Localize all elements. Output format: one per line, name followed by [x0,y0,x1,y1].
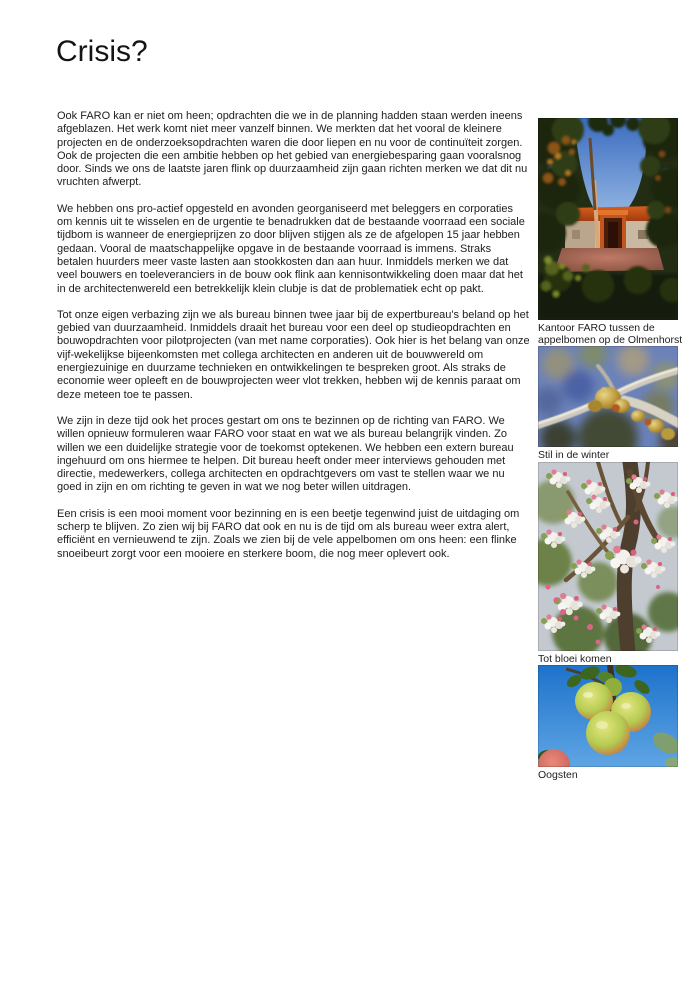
page-title: Crisis? [56,35,148,68]
apple-blossom-photo [538,462,678,651]
paragraph-5: Een crisis is een mooi moment voor bezinning en is een beetje tegenwind juist de uitdaging om scherp te blijven. Zo zien wij bij FARO dat ook en nu is de tijd om als bureau weer extra alert, efficiënt en vernieuwend te zijn. Zoals we zien bij de vele appelbomen om ons heen: een flinke snoeibeurt zorgt voor een mooiere en sterkere boom, die nog meer oplevert ook. [57,507,520,560]
figure-caption-harvest: Oogsten [538,769,578,781]
figure-caption-faro-office: Kantoor FARO tussen de appelbomen op de Olmenhorst [538,322,683,346]
paragraph-2: We hebben ons pro-actief opgesteld en avonden georganiseerd met beleggers en corporaties om kennis uit te wisselen en de urgentie te benadrukken dat de bestaande voorraad een sociale tijdbom is wanneer de energieprijzen zo door blijven stijgen als ze de afgelopen 15 jaar hebben gedaan. Vooral de maatschappelijke opgave in de bestaande voorraad is immens. Straks betalen huurders meer vaste lasten aan stookkosten dan aan huur. Inmiddels merken we dat veel bouwers en toeleveranciers in de bouw ook flink aan kennisontwikkeling doen maar dat het in de architectenwereld een betrekkelijk klein clubje is dat de problematiek echt op pakt. [57,202,525,295]
figure-caption-blossom: Tot bloei komen [538,652,612,665]
photo-sidebar [538,118,683,782]
figure-harvest [538,665,678,782]
figure-blossom [538,462,678,666]
apples-photo [538,665,678,767]
article-body [57,110,530,574]
figure-caption-winter: Stil in de winter [538,449,610,461]
figure-faro-office [538,118,683,346]
paragraph-1: Ook FARO kan er niet om heen; opdrachten die we in de planning hadden staan werden ineens afgeblazen. Het werk komt niet meer vanzelf binnen. We merkten dat het vooral de kleinere projecten en de onderzoeksopdrachten waren die door liepen en nu voor de continuïteit zorgen. Ook de projecten die een ambitie hebben op het gebied van energiebesparing gaan vooralsnog door. Sinds we ons de laatste jaren flink op duurzaamheid zijn gaan richten merken we dat dit nu vruchten afwerpt. [57,110,528,189]
frosted-branch-photo [538,346,678,447]
paragraph-4: We zijn in deze tijd ook het proces gestart om ons te bezinnen op de richting van FARO. We willen opnieuw formuleren waar FARO voor staat en wat we als bureau belangrijk vinden. Zo willen we een duidelijke strategie voor de toekomst optekenen. We hebben een extern bureau ingehuurd om ons hiermee te helpen. Dit bureau heeft onder meer interviews gehouden met directie, medewerkers, collega architecten en opdrachtgevers om vast te stellen waar we nu goed in zijn en om richting te geven in wat we nog beter willen uitdragen. [57,414,514,494]
faro-office-photo [538,118,678,320]
figure-winter [538,346,678,462]
paragraph-3: Tot onze eigen verbazing zijn we als bureau binnen twee jaar bij de expertbureau's beland op het gebied van duurzaamheid. Inmiddels draait het bureau voor een deel op studieopdrachten en bouwopdrachten voor pilotprojecten (van met name corporaties). Ook hier is het belang van onze vijf-wekelijkse bijeenkomsten met collega architecten en anderen uit de bouwwereld om energiezuinige en duurzame technieken en ontwikkelingen te bespreken groot. Als straks de economie weer opleeft en de bouwprojecten weer vlot trekken, hebben wij de kennis paraat om deze meteen toe te passen. [57,308,530,401]
